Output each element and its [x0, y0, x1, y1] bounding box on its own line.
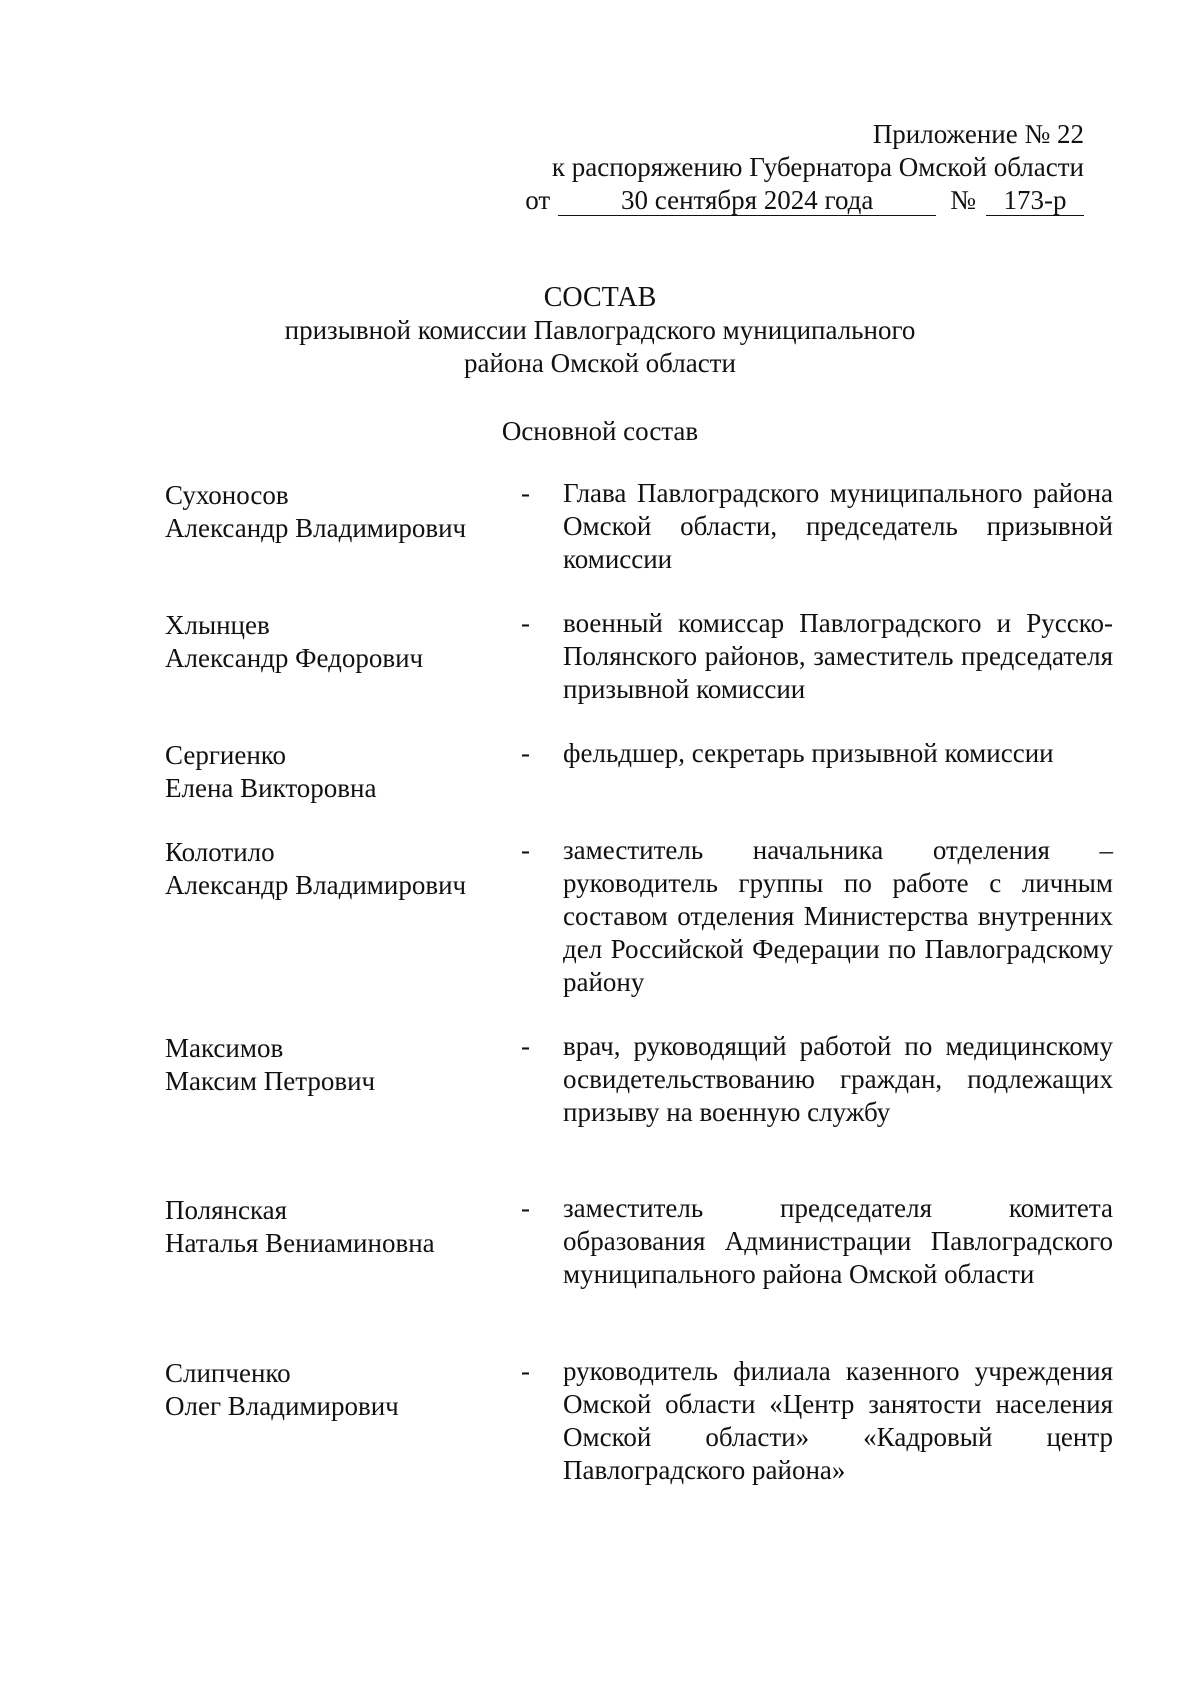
member-dash: -: [521, 478, 530, 508]
member-surname: Слипченко: [165, 1358, 291, 1388]
member-entry: [165, 834, 1113, 999]
member-surname: Хлынцев: [165, 610, 270, 640]
member-given-name: Елена Викторовна: [165, 773, 377, 803]
order-reference: к распоряжению Губернатора Омской области: [551, 152, 1084, 182]
member-role: заместитель председателя комитета образования Администрации Павлоградского муниципального района Омской области: [563, 1193, 1113, 1289]
member-role: военный комиссар Павлоградского и Русско-Полянского районов, заместитель председателя призывной комиссии: [563, 608, 1113, 704]
member-name: [165, 1192, 525, 1291]
member-given-name: Олег Владимирович: [165, 1391, 399, 1421]
member-entry: [165, 477, 1113, 576]
member-role: заместитель начальника отделения – руководитель группы по работе с личным составом отделения Министерства внутренних дел Российской Федерации по Павлоградскому району: [563, 835, 1113, 997]
title-line-1: призывной комиссии Павлоградского муниципального: [284, 315, 916, 345]
number-label: №: [950, 185, 976, 215]
member-surname: Сухоносов: [165, 480, 289, 510]
member-name: [165, 1030, 525, 1129]
title-main: СОСТАВ: [543, 282, 657, 313]
member-role: врач, руководящий работой по медицинскому освидетельствованию граждан, подлежащих призыву на военную службу: [563, 1031, 1113, 1127]
from-label: от: [525, 185, 551, 215]
member-dash: -: [521, 835, 530, 865]
member-entry: [165, 607, 1113, 706]
title-line-2: района Омской области: [464, 348, 736, 378]
order-number: 173-р: [986, 185, 1084, 216]
member-surname: Максимов: [165, 1033, 284, 1063]
member-given-name: Наталья Вениаминовна: [165, 1228, 435, 1258]
member-role: Глава Павлоградского муниципального района Омской области, председатель призывной комиссии: [563, 478, 1113, 574]
member-entry: [165, 1192, 1113, 1291]
member-surname: Полянская: [165, 1195, 288, 1225]
member-entry: [165, 1355, 1113, 1487]
member-dash: -: [521, 608, 530, 638]
member-name: [165, 834, 525, 999]
section-title: Основной состав: [501, 416, 699, 446]
member-given-name: Александр Федорович: [165, 643, 424, 673]
member-dash: -: [521, 1356, 530, 1386]
order-date: 30 сентября 2024 года: [558, 185, 936, 216]
document-title: [0, 281, 1200, 380]
member-surname: Сергиенко: [165, 740, 287, 770]
member-name: [165, 607, 525, 706]
member-entry: [165, 1030, 1113, 1129]
appendix-number: Приложение № 22: [872, 119, 1084, 149]
member-given-name: Александр Владимирович: [165, 870, 467, 900]
member-given-name: Максим Петрович: [165, 1066, 376, 1096]
member-surname: Колотило: [165, 837, 275, 867]
member-name: [165, 737, 525, 805]
member-dash: -: [521, 1031, 530, 1061]
member-given-name: Александр Владимирович: [165, 513, 467, 543]
member-role: руководитель филиала казенного учреждения Омской области «Центр занятости населения Омской области» «Кадровый центр Павлоградского района»: [563, 1356, 1113, 1485]
member-role: фельдшер, секретарь призывной комиссии: [563, 738, 1054, 768]
member-name: [165, 1355, 525, 1487]
member-dash: -: [521, 738, 530, 768]
member-dash: -: [521, 1193, 530, 1223]
member-entry: [165, 737, 1113, 805]
member-name: [165, 477, 525, 576]
order-date-line: [524, 184, 1084, 217]
appendix-header: [524, 118, 1084, 217]
